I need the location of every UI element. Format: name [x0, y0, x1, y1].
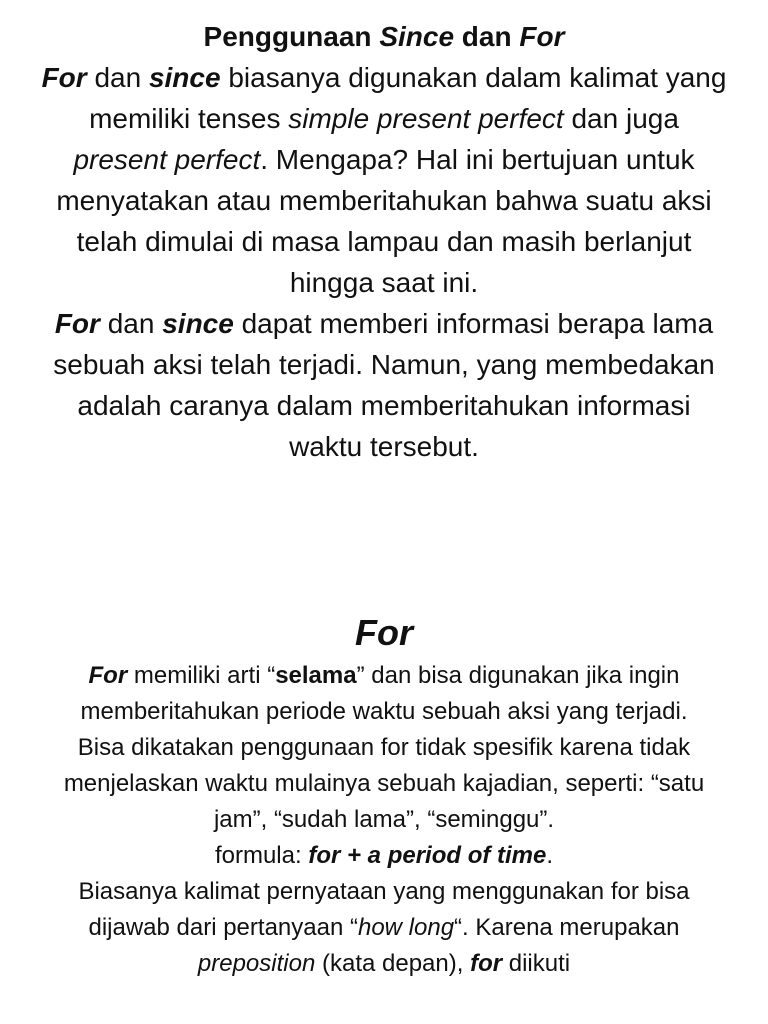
for-paragraph-1 [60, 658, 708, 838]
term-preposition: preposition [197, 950, 316, 977]
term-for: For [54, 308, 100, 339]
title-since: Since [379, 21, 455, 52]
term-present-perfect: present perfect [73, 144, 261, 175]
text-run: (kata depan), [315, 950, 471, 977]
for-paragraph-3 [60, 874, 708, 982]
for-section [60, 658, 708, 982]
text-run: “. Karena merupakan [454, 914, 680, 941]
text-run: memiliki arti “ [127, 662, 276, 689]
term-since: since [148, 62, 221, 93]
text-run: dapat memberi informasi berapa lama sebuah aksi telah terjadi. Namun, yang membedakan adalah caranya dalam memberitahukan informasi waktu tersebut. [53, 308, 715, 462]
term-how-long: how long [357, 914, 455, 941]
term-simple-present-perfect: simple present perfect [288, 103, 564, 134]
term-since: since [162, 308, 234, 339]
intro-paragraph-1 [40, 57, 728, 303]
page-title [40, 16, 728, 57]
title-for: For [519, 21, 565, 52]
term-for: for [470, 950, 503, 977]
term-for: For [88, 662, 128, 689]
title-text: Penggunaan [203, 21, 380, 52]
text-run: dan [86, 62, 149, 93]
text-run: . Mengapa? Hal ini bertujuan untuk menyatakan atau memberitahukan bahwa suatu aksi telah dimulai di masa lampau dan masih berlanjut hingga saat ini. [56, 144, 712, 298]
text-run: Biasanya kalimat pernyataan yang menggunakan for bisa dijawab dari pertanyaan “ [78, 878, 690, 941]
term-for: For [41, 62, 87, 93]
text-run: ” dan bisa digunakan jika ingin memberitahukan periode waktu sebuah aksi yang terjadi. Bisa dikatakan penggunaan for tidak spesifik karena tidak menjelaskan waktu mulainya sebuah kajadian, seperti: “satu jam”, “sudah lama”, “seminggu”. [63, 662, 705, 833]
intro-section [40, 16, 728, 467]
title-text: dan [454, 21, 520, 52]
intro-paragraph-2 [40, 303, 728, 467]
formula-line [60, 838, 708, 874]
text-run: biasanya digunakan dalam kalimat yang memiliki tenses [89, 62, 727, 134]
formula-label: formula: [214, 842, 309, 869]
text-run: dan juga [563, 103, 679, 134]
term-selama: selama [275, 662, 357, 689]
for-heading: For [355, 612, 413, 653]
text-run: diikuti [502, 950, 571, 977]
formula-text: for + a period of time [308, 842, 547, 869]
text-run: . [546, 842, 554, 869]
text-run: dan [99, 308, 163, 339]
